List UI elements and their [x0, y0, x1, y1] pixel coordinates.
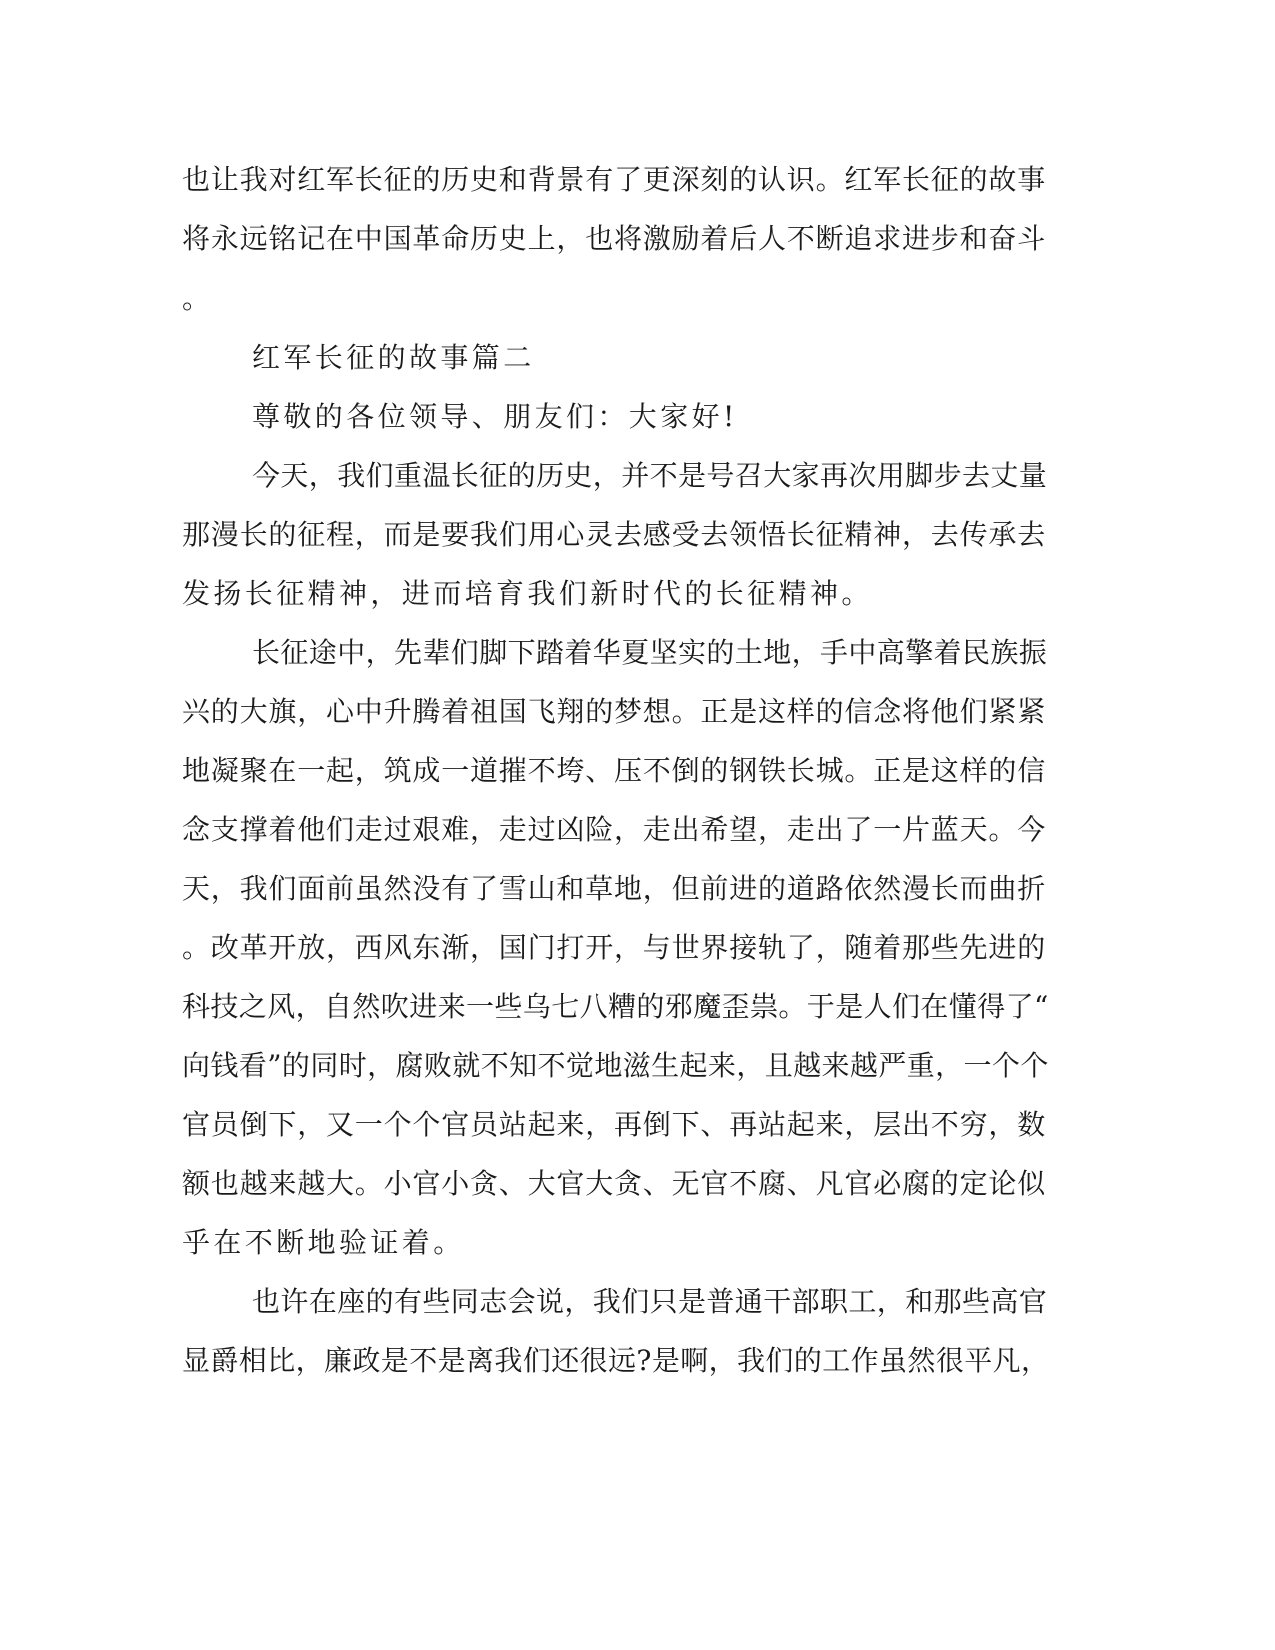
- salutation: 尊敬的各位领导、朋友们：大家好!: [252, 400, 738, 433]
- text-line: 乎在不断地验证着。: [182, 1226, 465, 1259]
- text-line: 念支撑着他们走过艰难，走过凶险，走出希望，走出了一片蓝天。今: [182, 813, 1047, 846]
- text-line: 向钱看”的同时，腐败就不知不觉地滋生起来，且越来越严重，一个个: [182, 1049, 1049, 1082]
- text-line: 将永远铭记在中国革命历史上，也将激励着后人不断追求进步和奋斗: [182, 222, 1047, 255]
- text-line: 地凝聚在一起，筑成一道摧不垮、压不倒的钢铁长城。正是这样的信: [182, 754, 1047, 787]
- text-line: 长征途中，先辈们脚下踏着华夏坚实的土地，手中高擎着民族振: [252, 636, 1048, 669]
- text-line: 官员倒下，又一个个官员站起来，再倒下、再站起来，层出不穷，数: [182, 1108, 1047, 1141]
- text-line: 那漫长的征程，而是要我们用心灵去感受去领悟长征精神，去传承去: [182, 518, 1047, 551]
- text-line: 兴的大旗，心中升腾着祖国飞翔的梦想。正是这样的信念将他们紧紧: [182, 695, 1047, 728]
- text-line: 额也越来越大。小官小贪、大官大贪、无官不腐、凡官必腐的定论似: [182, 1167, 1047, 1200]
- text-line: 也让我对红军长征的历史和背景有了更深刻的认识。红军长征的故事: [182, 163, 1047, 196]
- text-line: 。: [182, 282, 214, 315]
- section-heading: 红军长征的故事篇二: [252, 341, 535, 374]
- text-line: 显爵相比，廉政是不是离我们还很远?是啊，我们的工作虽然很平凡，: [182, 1344, 1050, 1377]
- text-line: 。改革开放，西风东渐，国门打开，与世界接轨了，随着那些先进的: [182, 931, 1047, 964]
- text-line: 科技之风，自然吹进来一些乌七八糟的邪魔歪祟。于是人们在懂得了“: [182, 990, 1049, 1023]
- text-line: 今天，我们重温长征的历史，并不是号召大家再次用脚步去丈量: [252, 459, 1048, 492]
- text-line: 发扬长征精神，进而培育我们新时代的长征精神。: [182, 577, 873, 610]
- text-line: 也许在座的有些同志会说，我们只是普通干部职工，和那些高官: [252, 1285, 1048, 1318]
- text-line: 天，我们面前虽然没有了雪山和草地，但前进的道路依然漫长而曲折: [182, 872, 1047, 905]
